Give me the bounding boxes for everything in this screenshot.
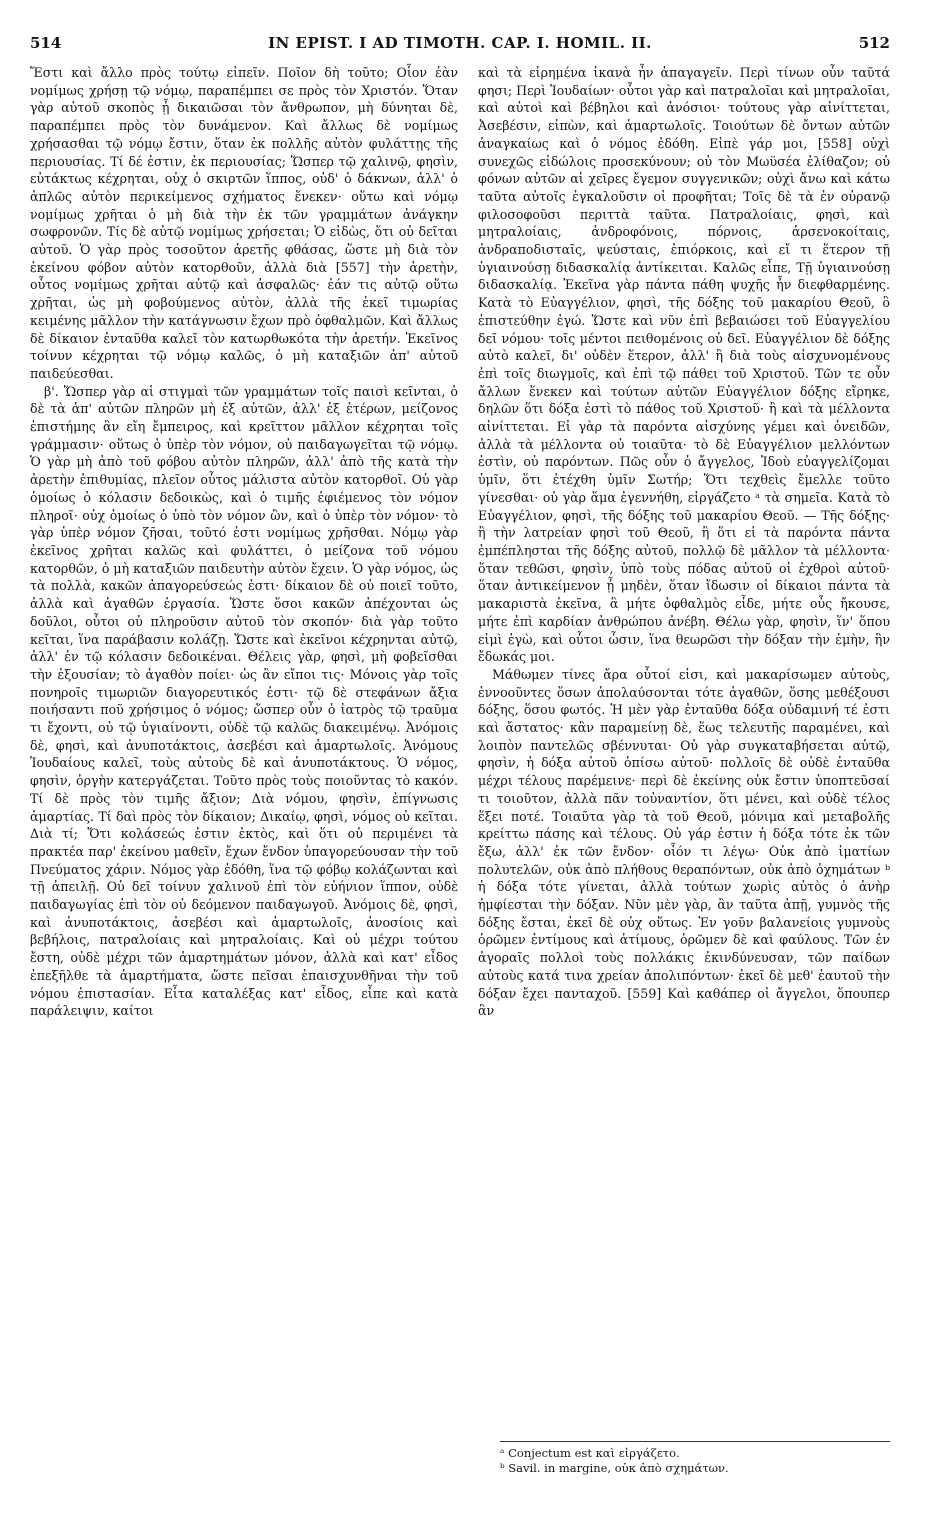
- paragraph: Ἔστι καὶ ἄλλο πρὸς τούτῳ εἰπεῖν. Ποῖον δὴ τοῦτο; Οἷον ἐὰν νομίμως χρήσῃ τῷ νόμῳ, παραπέμπει σε πρὸς τὸν Χριστόν. Ὅταν γὰρ αὐτοῦ σκοπὸς ᾖ δικαιῶσαι τὸν ἄνθρωπον, μὴ δύνηται δὲ, παραπέμπει πρὸς τὸν δυνάμενον. Καὶ ἄλλως δὲ νομίμως χρήσασθαι τῷ νόμῳ ἔστιν, ὅταν ἐκ πολλῆς αὐτὸν φυλάττῃς τῆς περιουσίας. Τί δέ ἐστιν, ἐκ περιουσίας; Ὥσπερ τῷ χαλινῷ, φησὶν, εὐτάκτως κέχρηται, οὐχ ὁ σκιρτῶν ἵππος, οὐδ' ὁ δάκνων, ἀλλ' ὁ ἁπλῶς αὐτὸν περικείμενος σχήματος ἕνεκεν· οὕτω καὶ νόμῳ νομίμως χρῆται ὁ μὴ διὰ τὴν ἐκ τῶν γραμμάτων ἀνάγκην σωφρονῶν. Τίς δὲ αὐτῷ νομίμως χρήσεται; Ὁ εἰδὼς, ὅτι οὐ δεῖται αὐτοῦ. Ὁ γὰρ πρὸς τοσοῦτον ἀρετῆς φθάσας, ὥστε μὴ διὰ τὸν ἐκείνου φόβον αὐτὸν κατορθοῦν, ἀλλὰ διὰ [557] τὴν ἀρετὴν, οὗτος νομίμως χρῆται αὐτῷ καὶ ἀσφαλῶς· ἐάν τις αὐτῷ οὕτω χρῆται, ὡς μὴ φοβούμενος αὐτὸν, ἀλλὰ τῆς ἐκεῖ τιμωρίας κειμένης μᾶλλον τὴν κατάγνωσιν ἔχων πρὸ ὀφθαλμῶν. Καὶ ἄλλως δὲ δίκαιον ἐνταῦθα καλεῖ τὸν κατωρθωκότα τὴν ἀρετήν. Ἐκεῖνος τοίνυν κέχρηται τῷ νόμῳ καλῶς, ὁ μὴ καταξιῶν ἀπ' αὐτοῦ παιδεύεσθαι.: [30, 65, 458, 381]
- page-number-right: 512: [858, 34, 890, 52]
- paragraph: β'. Ὥσπερ γὰρ αἱ στιγμαὶ τῶν γραμμάτων τοῖς παισὶ κεῖνται, ὁ δὲ τὰ ἀπ' αὐτῶν πληρῶν μὴ ἐξ αὐτῶν, ἀλλ' ἐξ ἑτέρων, μείζονος ἐπιστήμης ἂν εἴη ἔμπειρος, καὶ κρεῖττον μᾶλλον κέχρηται τοῖς γράμμασιν· οὕτως ὁ ὑπὲρ τὸν νόμον, οὐ παιδαγωγεῖται τῷ νόμῳ. Ὁ γὰρ μὴ ἀπὸ τοῦ φόβου αὐτὸν πληρῶν, ἀλλ' ἀπὸ τῆς κατὰ τὴν ἀρετὴν ἐπιθυμίας, πλεῖον οὗτος μάλιστα αὐτὸν κατορθοῖ. Οὐ γὰρ ὁμοίως ὁ κόλασιν δεδοικὼς, καὶ ὁ τιμῆς ἐφιέμενος τὸν νόμον πληροῖ· οὐχ ὁμοίως ὁ ὑπὸ τὸν νόμον ὢν, καὶ ὁ ὑπὲρ τὸν νόμον· τὸ γὰρ ὑπὲρ νόμον ζῆσαι, τοῦτό ἐστι νομίμως χρῆσθαι. Νόμῳ γὰρ ἐκεῖνος χρῆται καλῶς καὶ φυλάττει, ὁ μείζονα τοῦ νόμου κατορθῶν, ὁ μὴ καταξιῶν παιδευτὴν αὐτὸν ἔχειν. Ὁ γὰρ νόμος, ὡς τὰ πολλὰ, κακῶν ἀπαγορεύσεώς ἐστι· δίκαιον δὲ οὐ ποιεῖ τοῦτο, ἀλλὰ καὶ ἀγαθῶν ἐργασία. Ὥστε ὅσοι κακῶν ἀπέχονται ὡς δοῦλοι, οὗτοι οὐ πληροῦσιν αὐτοῦ τὸν σκοπόν· διὰ γὰρ τοῦτο κεῖται, ἵνα παράβασιν κολάζῃ. Ὥστε καὶ ἐκεῖνοι κέχρηνται αὐτῷ, ἀλλ' ἐν τῷ κόλασιν δεδοικέναι. Θέλεις γὰρ, φησὶ, μὴ φοβεῖσθαι τὴν ἐξουσίαν; τὸ ἀγαθὸν ποίει· ὡς ἂν εἴποι τις· Μόνοις γὰρ τοῖς πονηροῖς τιμωριῶν διαγορευτικός ἐστι· τῷ δὲ στεφάνων ἄξια ποιήσαντι ποῦ χρήσιμος ὁ νόμος; ὥσπερ οὖν ὁ ἰατρὸς τῷ τραῦμα τι ἔχοντι, οὐ τῷ ὑγιαίνοντι, οὐδὲ τῷ καλῶς διακειμένῳ. Ἀνόμοις δὲ, φησὶ, καὶ ἀνυποτάκτοις, ἀσεβέσι καὶ ἁμαρτωλοῖς. Ἀνόμους Ἰουδαίους καλεῖ, τοὺς αὐτοὺς δὲ καὶ ἀνυποτάκτους. Ὁ νόμος, φησὶν, ὀργὴν κατεργάζεται. Τοῦτο πρὸς τοὺς ποιοῦντας τὸ κακόν. Τί δὲ πρὸς τὸν τιμῆς ἄξιον; Διὰ νόμου, φησὶν, ἐπίγνωσις ἁμαρτίας. Τί δαὶ πρὸς τὸν δίκαιον; Δικαίῳ, φησὶ, νόμος οὐ κεῖται. Διὰ τί; Ὅτι κολάσεώς ἐστιν ἐκτὸς, καὶ ὅτι οὐ περιμένει τὰ πρακτέα παρ' ἐκείνου μαθεῖν, ἔχων ἔνδον ὑπαγορεύουσαν τὴν τοῦ Πνεύματος χάριν. Νόμος γὰρ ἐδόθη, ἵνα τῷ φόβῳ κολάζωνται καὶ τῇ ἀπειλῇ. Οὐ δεῖ τοίνυν χαλινοῦ ἐπὶ τὸν εὐήνιον ἵππον, οὐδὲ παιδαγωγίας ἐπὶ τὸν οὐ δεόμενον παιδαγωγοῦ. Ἀνόμοις δὲ, φησὶ, καὶ ἀνυποτάκτοις, ἀσεβέσι καὶ ἁμαρτωλοῖς, ἀνοσίοις καὶ βεβήλοις, πατραλοίαις καὶ μητραλοίαις. Καὶ οὐ μέχρι τούτου ἔστη, οὐδὲ μέχρι τῶν ἁμαρτημάτων μόνον, ἀλλὰ καὶ κατ' εἶδος ἐπεξῆλθε τὰ ἁμαρτήματα, ὥστε πεῖσαι ἐπαισχυνθῆναι τὴν τοῦ νόμου ἐπιστασίαν. Εἶτα καταλέξας κατ' εἶδος, εἶπε καὶ κατὰ παράλειψιν, καίτοι: [30, 383, 458, 1019]
- running-title: IN EPIST. I AD TIMOTH. CAP. I. HOMIL. II.: [268, 34, 652, 52]
- footnote: ᵇ Savil. in margine, οὐκ ἀπὸ σχημάτων.: [500, 1461, 729, 1475]
- running-header: [30, 34, 890, 58]
- left-column: [30, 64, 458, 1020]
- paragraph: καὶ τὰ εἰρημένα ἱκανὰ ἦν ἀπαγαγεῖν. Περὶ τίνων οὖν ταῦτά φησι; Περὶ Ἰουδαίων· οὗτοι γὰρ καὶ πατραλοῖαι καὶ μητραλοῖαι, καὶ αὐτοὶ καὶ βέβηλοι καὶ ἀνόσιοι· τούτους γὰρ αἰνίττεται, Ἀσεβέσιν, εἰπὼν, καὶ ἁμαρτωλοῖς. Τοιούτων δὲ ὄντων αὐτῶν ἀναγκαίως καὶ ὁ νόμος ἐδόθη. Εἰπὲ γάρ μοι, [558] οὐχὶ συνεχῶς εἰδώλοις προσεκύνουν; οὐ τὸν Μωϋσέα ἐλίθαζον; οὐ φόνων αὐτῶν αἱ χεῖρες ἔγεμον συγγενικῶν; οὐχὶ ἄνω καὶ κάτω ταῦτα αὐτοῖς ἐγκαλοῦσιν οἱ προφῆται; Τοῖς δὲ τὰ ἐν οὐρανῷ φιλοσοφοῦσι περιττὰ ταῦτα. Πατραλοίαις, φησὶ, καὶ μητραλοίαις, ἀνδροφόνοις, πόρνοις, ἀρσενοκοίταις, ἀνδραποδισταῖς, ψεύσταις, ἐπιόρκοις, καὶ εἴ τι ἕτερον τῇ ὑγιαινούσῃ διδασκαλίᾳ ἀντίκειται. Καλῶς εἶπε, Τῇ ὑγιαινούσῃ διδασκαλίᾳ. Ἐκεῖνα γὰρ πάντα πάθη ψυχῆς ἦν διεφθαρμένης. Κατὰ τὸ Εὐαγγέλιον, φησὶ, τῆς δόξης τοῦ μακαρίου Θεοῦ, ὃ ἐπιστεύθην ἐγώ. Ὥστε καὶ νῦν ἐπὶ βεβαιώσει τοῦ Εὐαγγελίου δεῖ νόμου· τοῖς μέντοι πειθομένοις οὐ δεῖ. Εὐαγγέλιον δὲ δόξης αὐτὸ καλεῖ, δι' οὐδὲν ἕτερον, ἀλλ' ἢ διὰ τοὺς αἰσχυνομένους ἐπὶ τοῖς διωγμοῖς, καὶ ἐπὶ τῷ πάθει τοῦ Χριστοῦ. Τῶν τε οὖν ἄλλων ἕνεκεν καὶ τούτων αὐτῶν Εὐαγγέλιον δόξης εἴρηκε, δηλῶν ὅτι δόξα ἐστὶ τὸ πάθος τοῦ Χριστοῦ· ἢ καὶ τὰ μέλλοντα αἰνίττεται. Εἰ γὰρ τὰ παρόντα αἰσχύνης γέμει καὶ ὀνειδῶν, ἀλλὰ τὰ μέλλοντα οὐ τοιαῦτα· τὸ δὲ Εὐαγγέλιον μελλόντων ἐστὶν, οὐ παρόντων. Πῶς οὖν ὁ ἄγγελος, Ἰδοὺ εὐαγγελίζομαι ὑμῖν, ὅτι ἐτέχθη ὑμῖν Σωτήρ; Ὅτι τεχθεὶς ἔμελλε τοῦτο γίνεσθαι· οὐ γὰρ ἅμα ἐγεννήθη, εἰργάζετο ᵃ τὰ σημεῖα. Κατὰ τὸ Εὐαγγέλιον, φησὶ, τῆς δόξης τοῦ μακαρίου Θεοῦ. — Τῆς δόξης· ἢ τὴν λατρείαν φησὶ τοῦ Θεοῦ, ἢ ὅτι εἰ τὰ παρόντα πάντα ἐμπέπλησται τῆς δόξης αὐτοῦ, πολλῷ δὲ μᾶλλον τὰ μέλλοντα· ὅταν τεθῶσι, φησὶν, ὑπὸ τοὺς πόδας αὐτοῦ οἱ ἐχθροὶ αὐτοῦ· ὅταν ἀντικείμενον ᾖ μηδὲν, ὅταν ἴδωσιν οἱ δίκαιοι πάντα τὰ μακαριστὰ ἐκεῖνα, ἃ μήτε ὀφθαλμὸς εἶδε, μήτε οὖς ἤκουσε, μήτε ἐπὶ καρδίαν ἀνθρώπου ἀνέβη. Θέλω γὰρ, φησὶν, ἵν' ὅπου εἰμὶ ἐγὼ, καὶ οὗτοι ὦσιν, ἵνα θεωρῶσι τὴν δόξαν τὴν ἐμὴν, ἣν ἔδωκάς μοι.: [478, 65, 890, 665]
- footnotes: [500, 1441, 890, 1476]
- right-column: [478, 64, 890, 1020]
- page-number-left: 514: [30, 34, 62, 52]
- footnote: ᵃ Conjectum est καὶ εἰργάζετο.: [500, 1446, 680, 1460]
- paragraph: Μάθωμεν τίνες ἄρα οὗτοί εἰσι, καὶ μακαρίσωμεν αὐτοὺς, ἐννοοῦντες ὅσων ἀπολαύσονται τότε ἀγαθῶν, ὅσης μεθέξουσι δόξης, ὅσου φωτός. Ἡ μὲν γὰρ ἐνταῦθα δόξα οὐδαμινή τέ ἐστι καὶ ἄστατος· κἂν παραμείνῃ δὲ, ἕως τελευτῆς παραμένει, καὶ λοιπὸν παντελῶς σβέννυται· Οὐ γὰρ συγκαταβήσεται αὐτῷ, φησὶν, ἡ δόξα αὐτοῦ ὀπίσω αὐτοῦ· πολλοῖς δὲ οὐδὲ ἐνταῦθα μέχρι τέλους παρέμεινε· περὶ δὲ ἐκείνης οὐκ ἔστιν ὑποπτεῦσαί τι τοιοῦτον, ἀλλὰ πᾶν τοὐναντίον, ὅτι μένει, καὶ οὐδὲ τέλος ἕξει ποτέ. Τοιαῦτα γὰρ τὰ τοῦ Θεοῦ, μόνιμα καὶ μεταβολῆς κρείττω πάσης καὶ τέλους. Οὐ γάρ ἐστιν ἡ δόξα τότε ἐκ τῶν ἔξω, ἀλλ' ἐκ τῶν ἔνδον· οἷόν τι λέγω· Οὐκ ἀπὸ ἱματίων πολυτελῶν, οὐκ ἀπὸ πλήθους θεραπόντων, οὐκ ἀπὸ ὀχημάτων ᵇ ἡ δόξα τότε γίνεται, ἀλλὰ τούτων χωρὶς αὐτὸς ὁ ἀνὴρ ἠμφίεσται τὴν δόξαν. Νῦν μὲν γὰρ, ἂν ταῦτα ἀπῇ, γυμνὸς τῆς δόξης ἔσται, ἐκεῖ δὲ οὐχ οὕτως. Ἐν γοῦν βαλανείοις γυμνοὺς ὁρῶμεν ἐντίμους καὶ ἀτίμους, ὁρῶμεν δὲ καὶ φαύλους. Τῶν ἐν ἀγοραῖς πολλοὶ τοὺς πολλάκις ἐκινδύνευσαν, τῶν παίδων αὐτοὺς κατά τινα χρείαν ἀπολιπόντων· ἐκεῖ δὲ μεθ' ἑαυτοῦ τὴν δόξαν ἔχει πανταχοῦ. [559] Καὶ καθάπερ οἱ ἄγγελοι, ὅπουπερ ἂν: [478, 666, 890, 1019]
